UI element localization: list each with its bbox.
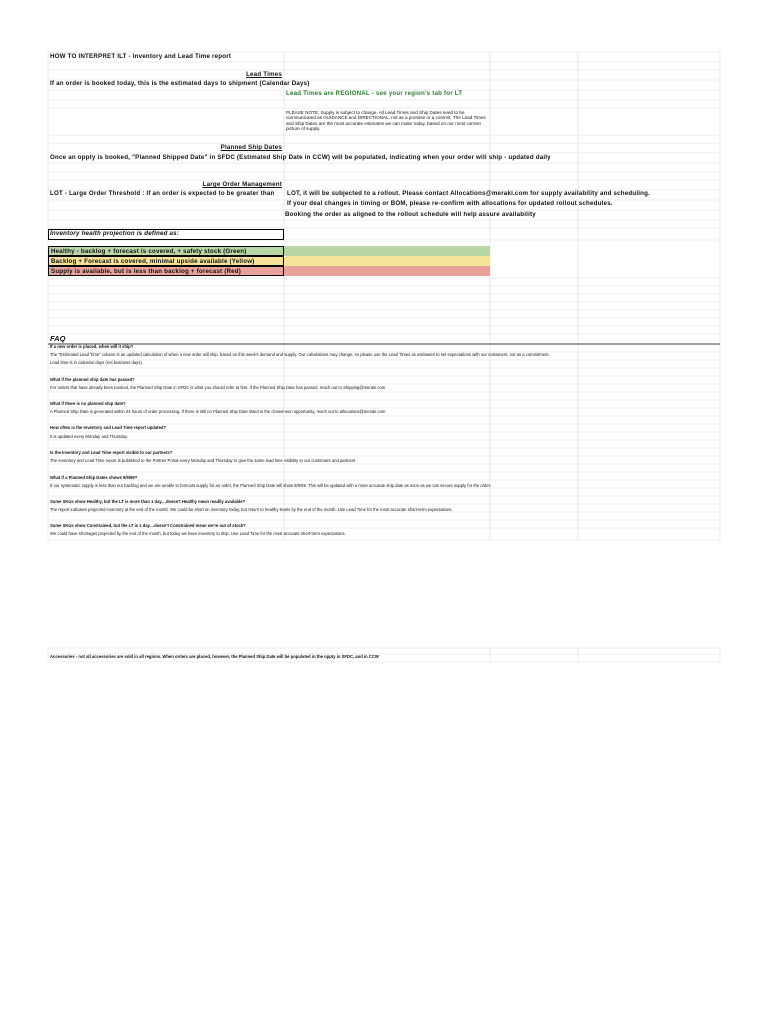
lead-times-regional-note: Lead Times are REGIONAL - see your region's tab for LT: [286, 90, 463, 97]
faq-question-6: What if a Planned Ship Dates shows 9/9/99?: [50, 475, 138, 480]
faq-answer-1: The "Estimated Lead Time" column is an updated calculation of when a new order will ship, based on this week's demand and supply. Our calculations may change, so please use the Lead Times as estimates to set expectations with our customers, not as a commitment.: [50, 352, 550, 357]
faq-question-7: Some SKUs show Healthy, but the LT is more than 1 day…doesn't Healthy mean readily available?: [50, 499, 246, 504]
faq-answer-1b: Lead time is in calendar days (not business days).: [50, 360, 143, 365]
large-order-line-2: If your deal changes in timing or BOM, please re-confirm with allocations for updated rollout schedules.: [287, 200, 613, 207]
faq-question-5: Is the Inventory and Lead Time report visible to our partners?: [50, 450, 173, 455]
health-heading: Inventory health projection is defined as:: [50, 230, 180, 237]
health-row-red: Supply is available, but is less than backlog + forecast (Red): [48, 266, 284, 276]
large-order-definition: LOT - Large Order Threshold : If an order is expected to be greater than: [50, 190, 275, 197]
faq-answer-6: If our systematic supply is less than our backlog and we are unable to forecast supply for an order, the Planned Ship Date will show 9/9/99. This will be updated with a more accurate ship date as soon as we can secure supply for the order.: [50, 483, 492, 488]
health-red-swatch: [284, 266, 490, 276]
faq-question-1: If a new order is placed, when will it ship?: [50, 344, 134, 349]
health-yellow-swatch: [284, 256, 490, 266]
large-order-heading: Large Order Management: [202, 181, 282, 188]
faq-answer-7: The report indicates projected inventory at the end of the month. We could be short on inventory today, but return to healthy levels by the end of the month. Use Lead Time for the most accurate short-term expectations.: [50, 507, 453, 512]
large-order-line-1: LOT, it will be subjected to a rollout. Please contact Allocations@meraki.com for supply availability and scheduling.: [287, 190, 651, 197]
accessories-note: Accessories - not all accessories are sold in all regions. When orders are placed, however, the Planned Ship Date will be populated in the oppty in SFDC, and in CCW: [50, 654, 379, 659]
faq-question-4: How often is the Inventory and Lead Time report updated?: [50, 425, 167, 430]
faq-answer-4: It is updated every Monday and Thursday.: [50, 434, 128, 439]
lead-times-heading: Lead Times: [246, 71, 282, 78]
faq-answer-8: We could have shortages projected by the end of the month, but today we have inventory to ship. Use Lead Time for the most accurate short-term expectations.: [50, 531, 346, 536]
health-green-swatch: [284, 246, 490, 256]
lead-times-please-note: PLEASE NOTE: Supply is subject to change. All Lead Times and Ship Dates need to be communicated as GUIDANCE and DIRECTIONAL, not as a promise or a commit. The Lead Times and Ship Dates are the most accurate estimates we can make today, based on our most current picture of supply.: [286, 110, 486, 132]
faq-answer-3: A Planned Ship Date is generated within 24 hours of order processing. If there is still no Planned Ship Date listed in the closed-won opportunity, reach out to allocations@meraki.com: [50, 409, 386, 414]
faq-question-8: Some SKUs show Constrained, but the LT is 1 day…doesn't Constrained mean we're out of stock?: [50, 523, 246, 528]
planned-ship-definition: Once an oppty is booked, "Planned Shipped Date" in SFDC (Estimated Ship Date in CCW) will be populated, indicating when your order will ship - updated daily: [50, 154, 551, 161]
planned-ship-heading: Planned Ship Dates: [220, 144, 282, 151]
faq-heading: FAQ: [50, 334, 66, 343]
large-order-line-3: Booking the order as aligned to the rollout schedule will help assure availability: [285, 211, 536, 218]
lead-times-definition: If an order is booked today, this is the estimated days to shipment (Calendar Days): [50, 80, 310, 87]
faq-answer-5: The Inventory and Lead Time report is published to the Partner Portal every Monday and Thursday to give the same lead time visibility to our customers and partners: [50, 458, 356, 463]
page-title: HOW TO INTERPRET ILT - Inventory and Lead Time report: [50, 53, 232, 60]
health-row-yellow: Backlog + Forecast is covered, minimal upside available (Yellow): [48, 256, 284, 266]
faq-answer-2: For orders that have already been booked, the Planned Ship Date in SFDC is what you should refer to first. If the Planned Ship Date has passed, reach out to Shipping@meraki.com: [50, 385, 386, 390]
health-row-green: Healthy - backlog + forecast is covered, + safety stock (Green): [48, 246, 284, 256]
faq-question-3: What if there is no planned ship date?: [50, 401, 126, 406]
faq-question-2: What if the planned ship date has passed?: [50, 377, 135, 382]
